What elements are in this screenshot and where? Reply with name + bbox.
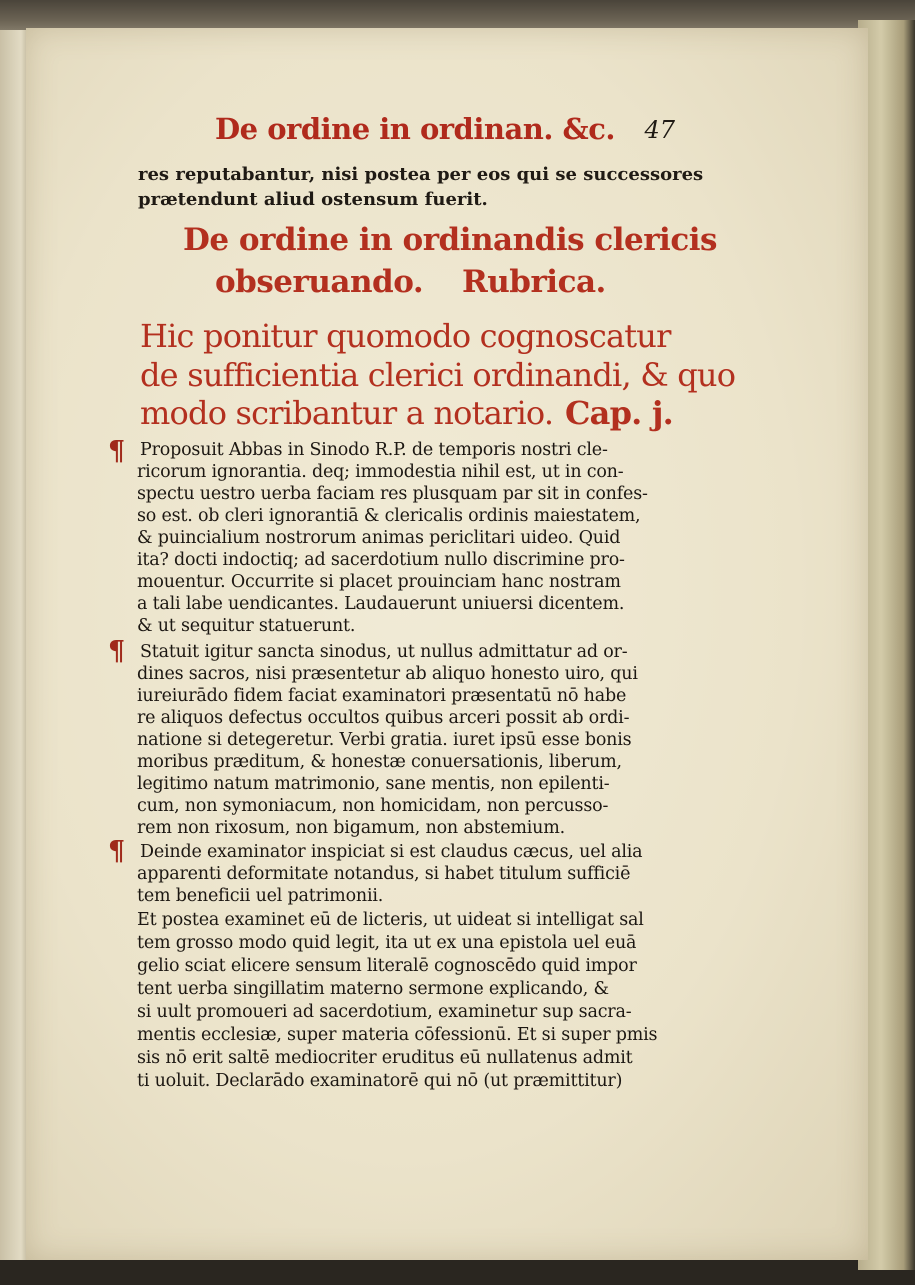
body-line: Deinde examinator inspiciat si est claudus cæcus, uel alia (140, 842, 643, 862)
carry-over-line-2: prætendunt aliud ostensum fuerit. (138, 189, 488, 210)
chapter-heading-line-1: Hic ponitur quomodo cognoscatur (140, 317, 671, 355)
body-line: natione si detegeretur. Verbi gratia. iuret ipsū esse bonis (137, 730, 632, 750)
body-line: tent uerba singillatim materno sermone explicando, & (137, 979, 609, 999)
body-line: rem non rixosum, non bigamum, non abstemium. (137, 818, 565, 838)
chapter-label: Cap. j. (565, 394, 673, 432)
body-line: tem beneficii uel patrimonii. (137, 886, 384, 906)
body-line: a tali labe uendicantes. Laudauerunt uniuersi dicentem. (137, 594, 625, 614)
body-line: Proposuit Abbas in Sinodo R.P. de temporis nostri cle- (140, 440, 608, 460)
body-line: so est. ob cleri ignorantiā & clericalis ordinis maiestatem, (137, 506, 641, 526)
body-line: mouentur. Occurrite si placet prouinciam hanc nostram (137, 572, 621, 592)
body-line: apparenti deformitate notandus, si habet titulum sufficiē (137, 864, 631, 884)
body-line: & puincialium nostrorum animas periclitari uideo. Quid (137, 528, 621, 548)
carry-over-line-1: res reputabantur, nisi postea per eos qui se successores (138, 164, 704, 185)
body-line: iureiurādo fidem faciat examinatori præsentatū nō habe (137, 686, 627, 706)
body-line: Statuit igitur sancta sinodus, ut nullus admittatur ad or- (140, 642, 628, 662)
body-line: gelio sciat elicere sensum literalē cognoscēdo quid impor (137, 956, 637, 976)
chapter-heading-line-3: modo scribantur a notario. (140, 394, 554, 432)
paragraph-mark: ¶ (108, 436, 126, 467)
rubric-title-line-2: obseruando. (215, 264, 424, 300)
body-line: cum, non symoniacum, non homicidam, non percusso- (137, 796, 609, 816)
body-line: ti uoluit. Declarādo examinatorē qui nō (ut præmittitur) (137, 1071, 623, 1091)
page-number: 47 (644, 116, 675, 144)
body-line: Et postea examinet eū de licteris, ut uideat si intelligat sal (137, 910, 644, 930)
body-line: & ut sequitur statuerunt. (137, 616, 356, 636)
body-line: si uult promoueri ad sacerdotium, examinetur sup sacra- (137, 1002, 632, 1022)
paragraph-mark: ¶ (108, 636, 126, 667)
body-line: legitimo natum matrimonio, sane mentis, non epilenti- (137, 774, 610, 794)
body-line: dines sacros, nisi præsentetur ab aliquo honesto uiro, qui (137, 664, 638, 684)
body-line: spectu uestro uerba faciam res plusquam par sit in confes- (137, 484, 648, 504)
running-head (215, 112, 675, 158)
chapter-heading-line-2: de sufficientia clerici ordinandi, & quo (140, 356, 736, 394)
paragraph-mark: ¶ (108, 836, 126, 867)
body-line: tem grosso modo quid legit, ita ut ex una epistola uel euā (137, 933, 637, 953)
body-line: ricorum ignorantia. deq; immodestia nihil est, ut in con- (137, 462, 624, 482)
running-title: De ordine in ordinan. &c. (215, 112, 615, 146)
body-line: ita? docti indoctiq; ad sacerdotium nullo discrimine pro- (137, 550, 625, 570)
rubric-label: Rubrica. (462, 264, 606, 300)
body-line: sis nō erit saltē mediocriter eruditus eū nullatenus admit (137, 1048, 633, 1068)
rubric-title-line-1: De ordine in ordinandis clericis (183, 222, 717, 258)
body-line: moribus præditum, & honestæ conuersationis, liberum, (137, 752, 622, 772)
body-line: re aliquos defectus occultos quibus arceri possit ab ordi- (137, 708, 630, 728)
body-line: mentis ecclesiæ, super materia cōfessionū. Et si super pmis (137, 1025, 658, 1045)
